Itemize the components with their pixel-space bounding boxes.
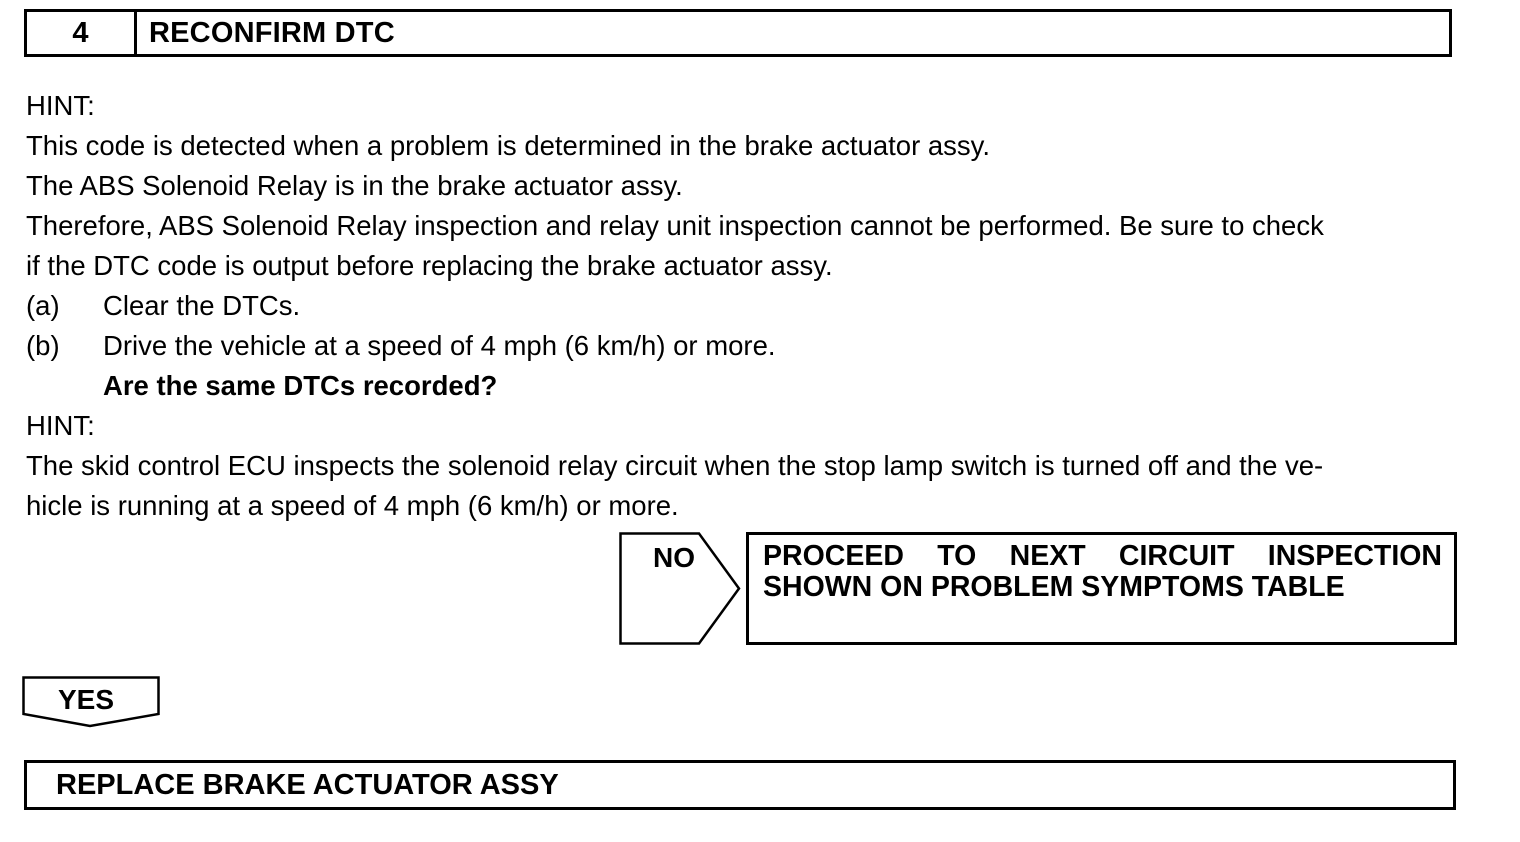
- step-label: (b): [26, 330, 60, 361]
- hint-line: hicle is running at a speed of 4 mph (6 km/h) or more.: [26, 490, 679, 521]
- step-header: [24, 9, 1452, 57]
- procedure-step: [26, 326, 1466, 366]
- step-text: Drive the vehicle at a speed of 4 mph (6 km/h) or more.: [103, 330, 776, 361]
- procedure-step: [26, 286, 1466, 326]
- instruction-body: [26, 86, 1466, 526]
- check-question: Are the same DTCs recorded?: [103, 370, 498, 401]
- no-branch-arrow: [619, 532, 743, 645]
- no-label: NO: [653, 542, 695, 573]
- hint-line: The skid control ECU inspects the solenoid relay circuit when the stop lamp switch is turned off and the ve-: [26, 450, 1324, 481]
- hint-line: Therefore, ABS Solenoid Relay inspection and relay unit inspection cannot be performed. Be sure to check: [26, 210, 1324, 241]
- hint-label: HINT:: [26, 90, 95, 121]
- yes-branch-arrow: [22, 676, 162, 728]
- yes-result-box: [24, 760, 1456, 810]
- hint-label: HINT:: [26, 410, 95, 441]
- step-label: (a): [26, 290, 60, 321]
- hint-line: if the DTC code is output before replacing the brake actuator assy.: [26, 250, 833, 281]
- yes-result: REPLACE BRAKE ACTUATOR ASSY: [56, 768, 559, 801]
- no-result-line: SHOWN ON PROBLEM SYMPTOMS TABLE: [763, 571, 1345, 603]
- no-result-box: [746, 532, 1457, 645]
- hint-line: This code is detected when a problem is determined in the brake actuator assy.: [26, 130, 991, 161]
- yes-label: YES: [58, 684, 115, 715]
- step-number: 4: [27, 12, 137, 54]
- hint-line: The ABS Solenoid Relay is in the brake actuator assy.: [26, 170, 683, 201]
- no-result-line: PROCEED TO NEXT CIRCUIT INSPECTION: [763, 540, 1442, 572]
- step-title: RECONFIRM DTC: [149, 16, 395, 49]
- step-text: Clear the DTCs.: [103, 290, 301, 321]
